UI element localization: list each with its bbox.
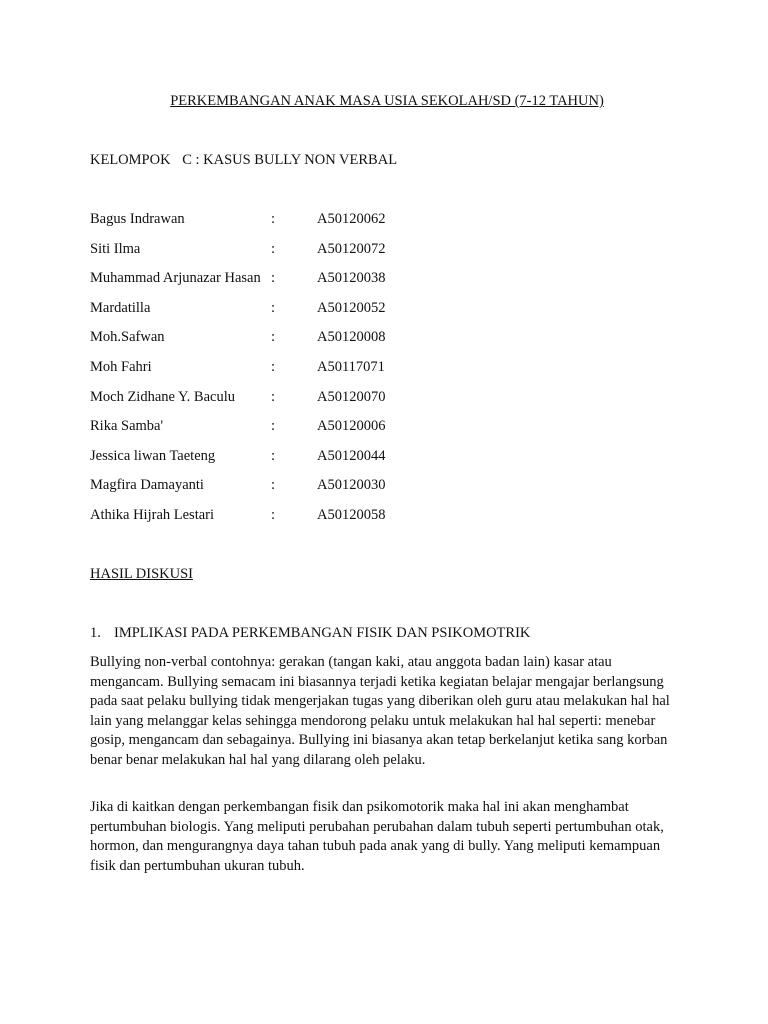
member-nim: A50120058 [317,506,386,523]
member-name: Jessica liwan Taeteng [90,447,216,464]
group-value: C : KASUS BULLY NON VERBAL [182,152,398,168]
member-name: Rika Samba' [90,418,164,435]
member-separator: : [271,358,276,375]
member-nim: A50120062 [317,211,386,227]
member-separator: : [271,329,276,346]
paragraph-2: Jika di kaitkan dengan perkembangan fisik dan psikomotorik maka hal ini akan menghambat pertumbuhan biologis. Yang meliputi perubahan perubahan dalam tubuh seperti pertumbuhan otak, hormon, dan mengurangnya daya tahan tubuh pada anak yang di bully. Yang meliputi kemampuan fisik dan pertumbuhan ukuran tubuh. [90,799,664,874]
member-nim: A50120030 [317,477,386,494]
member-nim: A50117071 [317,358,385,375]
member-separator: : [271,506,276,523]
member-name: Moh Fahri [90,358,152,375]
member-separator: : [271,240,276,257]
member-nim: A50120006 [317,418,386,435]
member-name: Athika Hijrah Lestari [90,506,215,523]
member-separator: : [271,477,276,494]
member-name: Siti Ilma [90,240,141,257]
member-name: Bagus Indrawan [90,211,185,227]
member-separator: : [271,447,276,464]
group-line [90,152,397,169]
member-separator: : [271,418,276,435]
member-nim: A50120070 [317,388,386,405]
section-number: 1. [90,625,101,641]
member-nim: A50120038 [317,270,386,287]
member-separator: : [271,211,276,227]
member-nim: A50120072 [317,240,386,257]
section-title: IMPLIKASI PADA PERKEMBANGAN FISIK DAN PSIKOMOTRIK [114,625,531,641]
hasil-diskusi-heading: HASIL DISKUSI [90,566,193,582]
member-name: Magfira Damayanti [90,477,204,494]
member-nim: A50120008 [317,329,386,346]
member-nim: A50120044 [317,447,386,464]
member-nim: A50120052 [317,299,386,316]
document-title: PERKEMBANGAN ANAK MASA USIA SEKOLAH/SD (7-12 TAHUN) [170,93,604,109]
section-heading [90,625,530,642]
member-separator: : [271,388,276,405]
member-name: Muhammad Arjunazar Hasan [90,270,261,287]
member-name: Mardatilla [90,299,151,316]
member-separator: : [271,299,276,316]
paragraph-1: Bullying non-verbal contohnya: gerakan (tangan kaki, atau anggota badan lain) kasar atau mengancam. Bullying semacam ini biasannya terjadi ketika kegiatan belajar mengajar berlangsung pada saat pelaku bullying tidak mengerjakan tugas yang diberikan oleh guru atau melakukan hal hal lain yang melanggar kelas sehingga mendorong pelaku untuk melakukan hal hal seperti: menebar gosip, mengancam dan sebagainya. Bullying ini biasanya akan tetap berkelanjut ketika sang korban benar benar melakukan hal hal yang dilarang oleh pelaku. [90,654,670,768]
member-name: Moch Zidhane Y. Baculu [90,388,235,405]
member-separator: : [271,270,276,287]
member-name: Moh.Safwan [90,329,165,346]
group-label: KELOMPOK [90,152,171,168]
